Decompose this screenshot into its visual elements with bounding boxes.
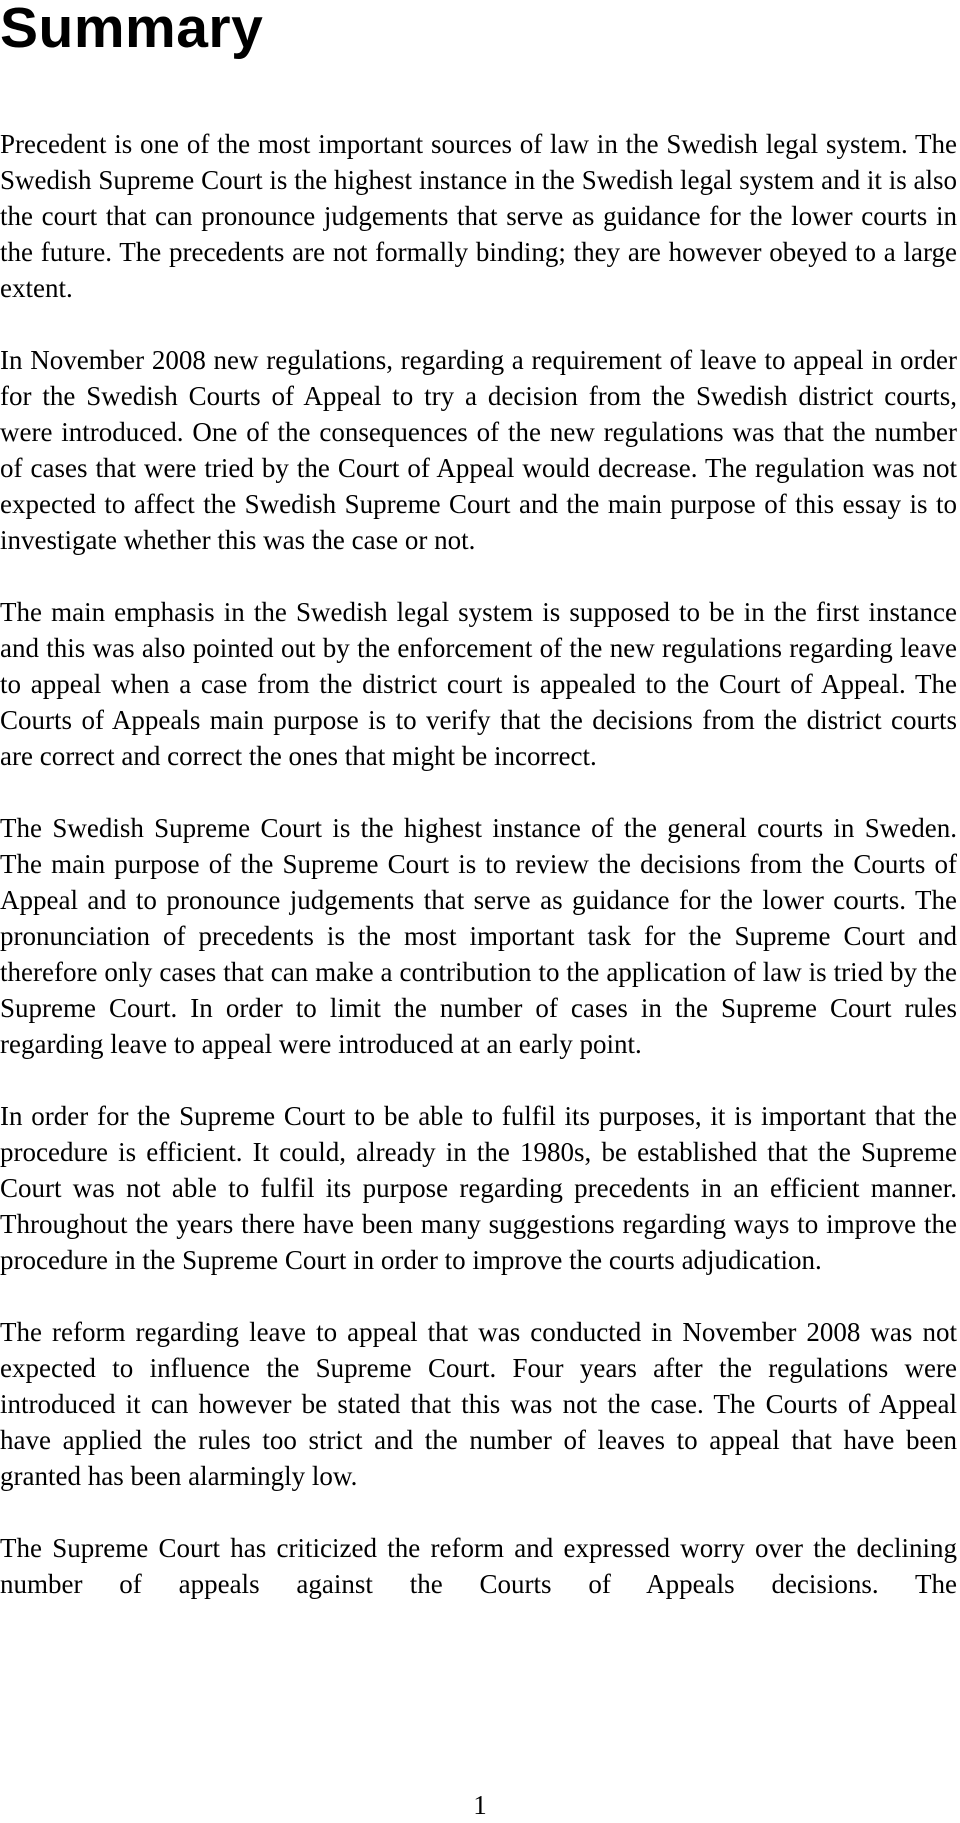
page-number: 1 xyxy=(473,1790,487,1820)
paragraph-criticism: The Supreme Court has criticized the reform and expressed worry over the declining number of appeals against the Courts of Appeals decisions. The xyxy=(0,1533,957,1599)
paragraph-2008-regulations: In November 2008 new regulations, regarding a requirement of leave to appeal in order for the Swedish Courts of Appeal to try a decision from the Swedish district courts, were introduced. One of the consequences of the new regulations was that the number of cases that were tried by the Court of Appeal would decrease. The regulation was not expected to affect the Swedish Supreme Court and the main purpose of this essay is to investigate whether this was the case or not. xyxy=(0,345,957,555)
paragraph-efficiency: In order for the Supreme Court to be able to fulfil its purposes, it is important that the procedure is efficient. It could, already in the 1980s, be established that the Supreme Court was not able to fulfil its purpose regarding precedents in an efficient manner. Throughout the years there have been many suggestions regarding ways to improve the procedure in the Supreme Court in order to improve the courts adjudication. xyxy=(0,1101,957,1275)
paragraph-precedent: Precedent is one of the most important sources of law in the Swedish legal system. The Swedish Supreme Court is the highest instance in the Swedish legal system and it is also the court that can pronounce judgements that serve as guidance for the lower courts in the future. The precedents are not formally binding; they are however obeyed to a large extent. xyxy=(0,129,957,303)
page-title: Summary xyxy=(0,0,264,60)
paragraph-reform-effects: The reform regarding leave to appeal that was conducted in November 2008 was not expected to influence the Supreme Court. Four years after the regulations were introduced it can however be stated that this was not the case. The Courts of Appeal have applied the rules too strict and the number of leaves to appeal that have been granted has been alarmingly low. xyxy=(0,1317,957,1491)
paragraph-supreme-court-role: The Swedish Supreme Court is the highest instance of the general courts in Sweden. The main purpose of the Supreme Court is to review the decisions from the Courts of Appeal and to pronounce judgements that serve as guidance for the lower courts. The pronunciation of precedents is the most important task for the Supreme Court and therefore only cases that can make a contribution to the application of law is tried by the Supreme Court. In order to limit the number of cases in the Supreme Court rules regarding leave to appeal were introduced at an early point. xyxy=(0,813,957,1059)
summary-body xyxy=(0,126,957,1602)
paragraph-first-instance: The main emphasis in the Swedish legal system is supposed to be in the first instance and this was also pointed out by the enforcement of the new regulations regarding leave to appeal when a case from the district court is appealed to the Court of Appeal. The Courts of Appeals main purpose is to verify that the decisions from the district courts are correct and correct the ones that might be incorrect. xyxy=(0,597,957,771)
